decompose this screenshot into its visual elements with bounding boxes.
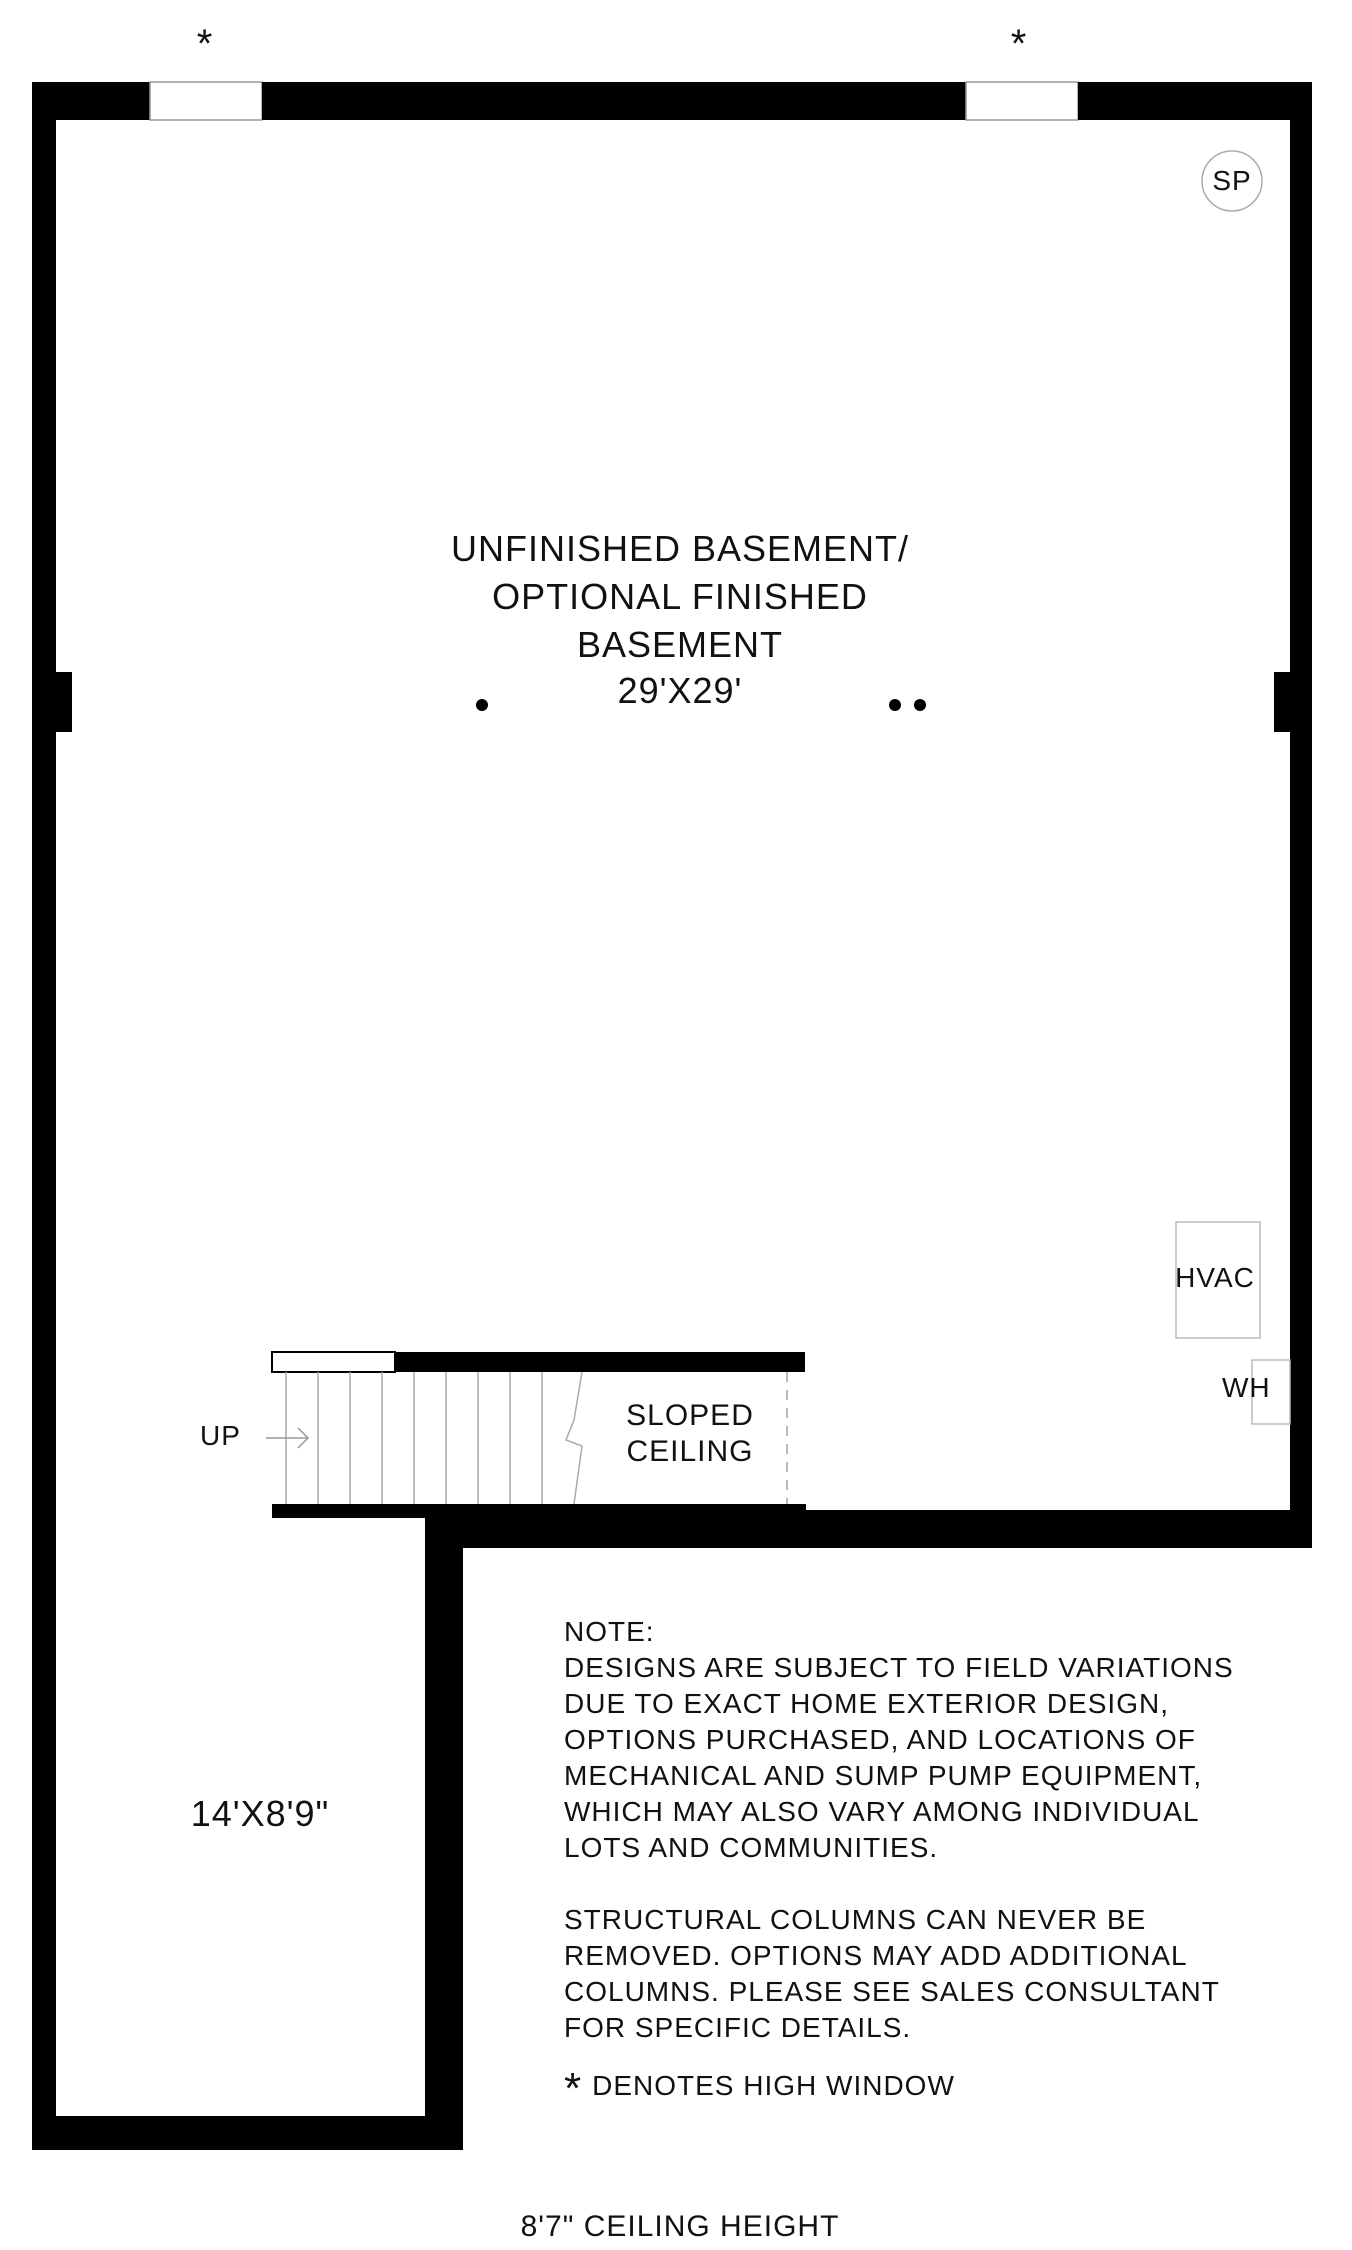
high-window-marker: * bbox=[196, 22, 214, 66]
room-dimensions: 29'X29' bbox=[617, 670, 743, 711]
note-line: DESIGNS ARE SUBJECT TO FIELD VARIATIONS bbox=[564, 1652, 1234, 1683]
stair-top-rail bbox=[272, 1352, 395, 1372]
lower-bottom-wall bbox=[32, 2116, 463, 2150]
right-wall bbox=[1290, 82, 1312, 1548]
note-heading: NOTE: bbox=[564, 1616, 655, 1647]
high-window-right bbox=[966, 82, 1078, 120]
disclaimer-note bbox=[564, 1614, 1304, 2046]
sloped-ceiling-line: CEILING bbox=[626, 1435, 754, 1468]
left-wall bbox=[32, 82, 56, 2150]
water-heater-label: WH bbox=[1222, 1372, 1271, 1403]
stairs-up-label: UP bbox=[200, 1420, 241, 1451]
hvac-label: HVAC bbox=[1175, 1262, 1255, 1293]
note-line: MECHANICAL AND SUMP PUMP EQUIPMENT, bbox=[564, 1760, 1203, 1791]
legend-text: DENOTES HIGH WINDOW bbox=[592, 2070, 955, 2101]
up-arrow-icon bbox=[266, 1428, 308, 1448]
room-title-line: OPTIONAL FINISHED bbox=[492, 576, 868, 617]
note-line: COLUMNS. PLEASE SEE SALES CONSULTANT bbox=[564, 1976, 1220, 2007]
note-line: DUE TO EXACT HOME EXTERIOR DESIGN, bbox=[564, 1688, 1169, 1719]
sloped-ceiling-line: SLOPED bbox=[626, 1399, 754, 1432]
note-paragraph-2 bbox=[564, 1902, 1304, 2046]
ceiling-height-label: 8'7" CEILING HEIGHT bbox=[520, 2210, 840, 2243]
note-paragraph-1 bbox=[564, 1650, 1304, 1866]
note-line: LOTS AND COMMUNITIES. bbox=[564, 1832, 939, 1863]
note-line: STRUCTURAL COLUMNS CAN NEVER BE bbox=[564, 1904, 1147, 1935]
sloped-ceiling-label bbox=[590, 1398, 790, 1470]
high-window-marker: * bbox=[1010, 22, 1028, 66]
high-window-left bbox=[150, 82, 262, 120]
room-title-line: BASEMENT bbox=[576, 624, 784, 665]
top-wall-right bbox=[1078, 82, 1312, 120]
top-wall-middle bbox=[262, 82, 966, 120]
note-line: OPTIONS PURCHASED, AND LOCATIONS OF bbox=[564, 1724, 1196, 1755]
stair-top-wall bbox=[395, 1352, 805, 1372]
room-title-line: UNFINISHED BASEMENT/ bbox=[450, 528, 910, 569]
high-window-legend bbox=[564, 2064, 1264, 2120]
note-line: WHICH MAY ALSO VARY AMONG INDIVIDUAL bbox=[564, 1796, 1200, 1827]
legend-star-icon: * bbox=[564, 2064, 583, 2113]
right-wall-pilaster bbox=[1274, 672, 1312, 732]
room-title bbox=[330, 525, 1030, 669]
lower-inner-wall bbox=[425, 1510, 463, 2150]
note-line: REMOVED. OPTIONS MAY ADD ADDITIONAL bbox=[564, 1940, 1188, 1971]
stair-break-line bbox=[566, 1372, 582, 1504]
lower-area-dimensions: 14'X8'9" bbox=[190, 1793, 330, 1834]
stair-treads bbox=[286, 1372, 542, 1504]
stair-bottom-wall bbox=[272, 1504, 806, 1518]
sump-pump-label: SP bbox=[1212, 165, 1252, 196]
note-line: FOR SPECIFIC DETAILS. bbox=[564, 2012, 912, 2043]
left-wall-pilaster bbox=[32, 672, 72, 732]
